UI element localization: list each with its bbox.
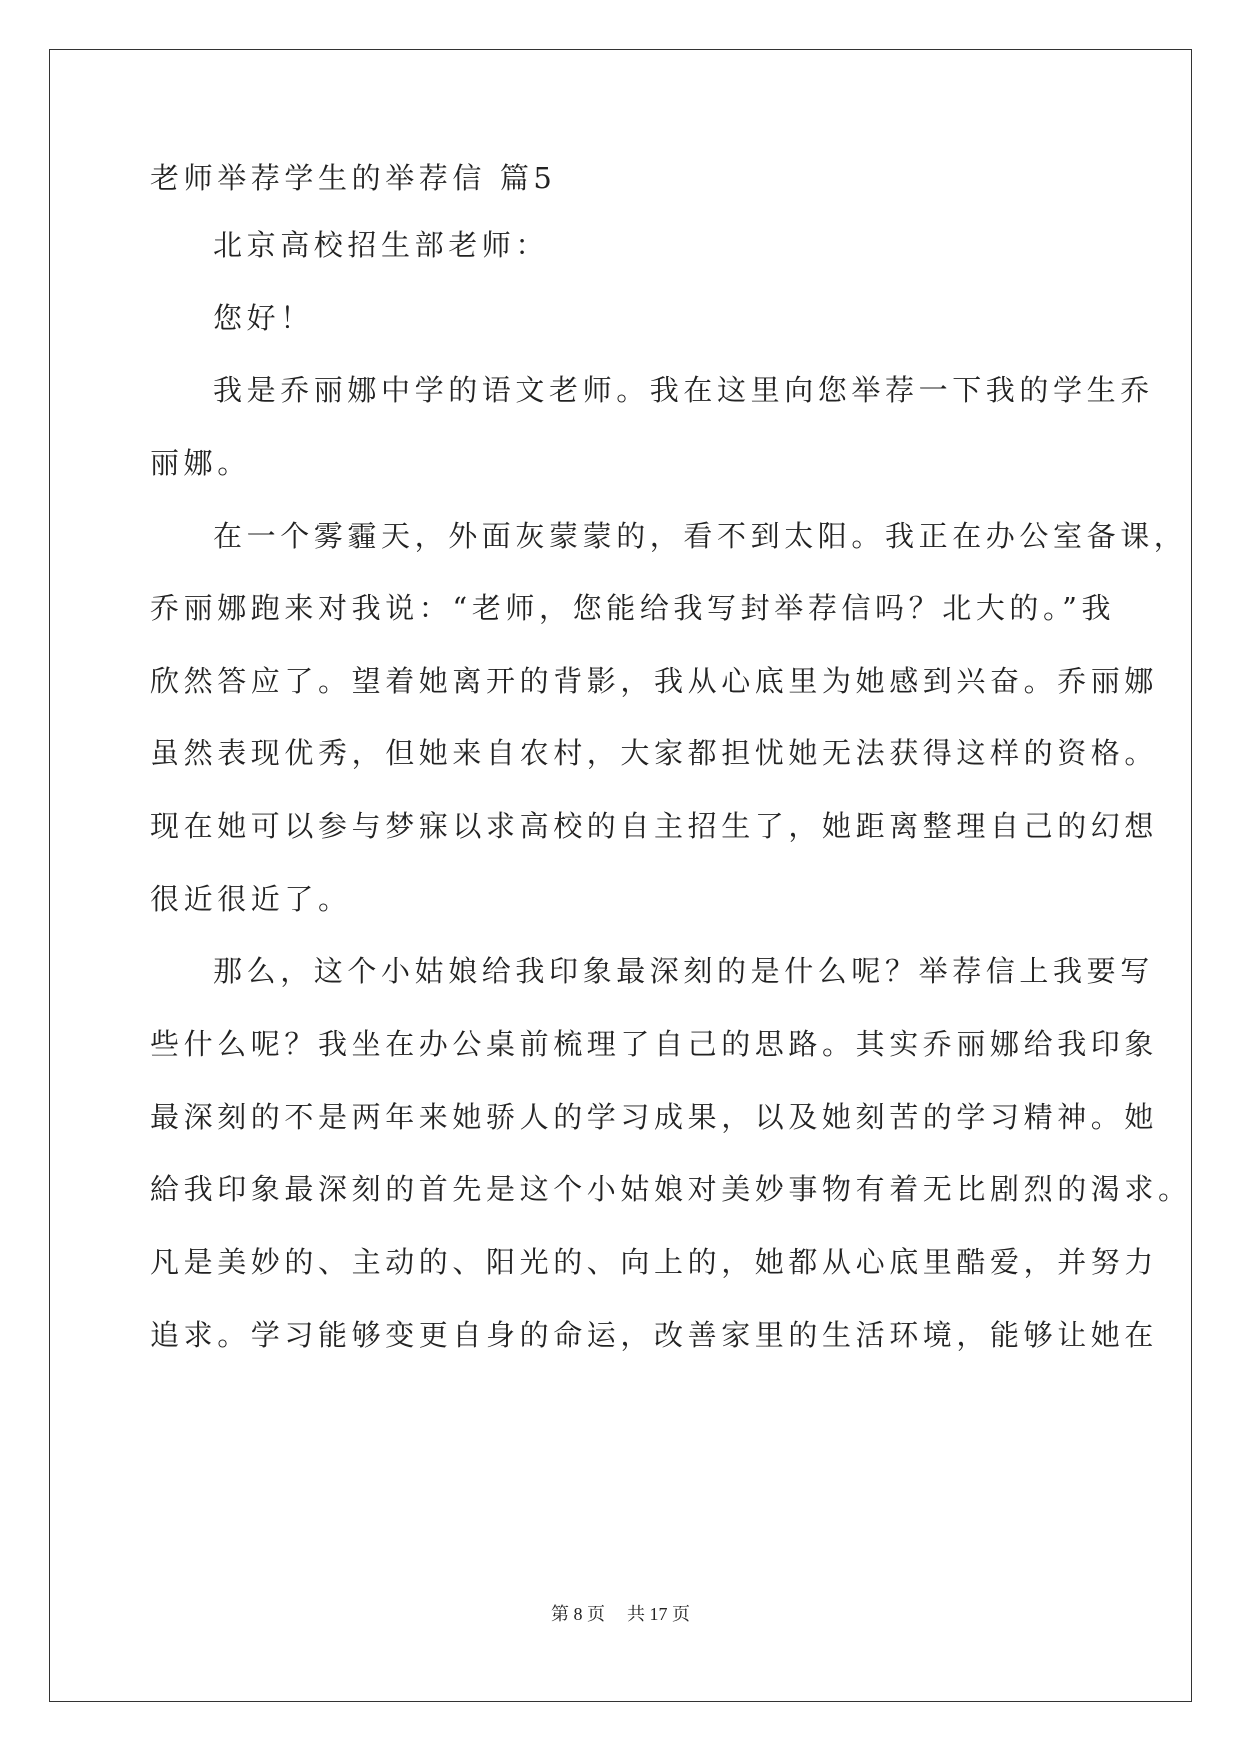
document-title: 老师举荐学生的举荐信 篇5	[150, 161, 557, 195]
paragraph-line: 最深刻的不是两年来她骄人的学习成果，以及她刻苦的学习精神。她	[150, 1100, 1159, 1134]
paragraph-line: 追求。学习能够变更自身的命运，改善家里的生活环境，能够让她在	[150, 1318, 1159, 1352]
paragraph-line: 很近很近了。	[150, 882, 352, 916]
paragraph-line: 那么，这个小姑娘给我印象最深刻的是什么呢？举荐信上我要写	[213, 954, 1154, 988]
page-footer	[0, 1600, 1241, 1626]
paragraph-line: 乔丽娜跑来对我说：“老师，您能给我写封举荐信吗？北大的。”我	[150, 591, 1116, 625]
paragraph-line: 丽娜。	[150, 446, 251, 480]
salutation: 北京高校招生部老师：	[213, 228, 550, 262]
paragraph-line: 在一个雾霾天，外面灰蒙蒙的，看不到太阳。我正在办公室备课，	[213, 519, 1188, 553]
paragraph-line: 我是乔丽娜中学的语文老师。我在这里向您举荐一下我的学生乔	[213, 373, 1154, 407]
paragraph-line: 欣然答应了。望着她离开的背影，我从心底里为她感到兴奋。乔丽娜	[150, 664, 1159, 698]
paragraph-line: 給我印象最深刻的首先是这个小姑娘对美妙事物有着无比剧烈的渴求。	[150, 1172, 1192, 1206]
page-border	[49, 49, 1192, 1702]
paragraph-line: 虽然表现优秀，但她来自农村，大家都担忧她无法获得这样的资格。	[150, 736, 1159, 770]
greeting: 您好！	[213, 301, 314, 335]
paragraph-line: 凡是美妙的、主动的、阳光的、向上的，她都从心底里酷爱，并努力	[150, 1245, 1159, 1279]
paragraph-line: 现在她可以参与梦寐以求高校的自主招生了，她距离整理自己的幻想	[150, 809, 1159, 843]
page-total: 共 17 页	[627, 1604, 690, 1624]
paragraph-line: 些什么呢？我坐在办公桌前梳理了自己的思路。其实乔丽娜给我印象	[150, 1027, 1159, 1061]
page-number: 第 8 页	[551, 1604, 605, 1624]
